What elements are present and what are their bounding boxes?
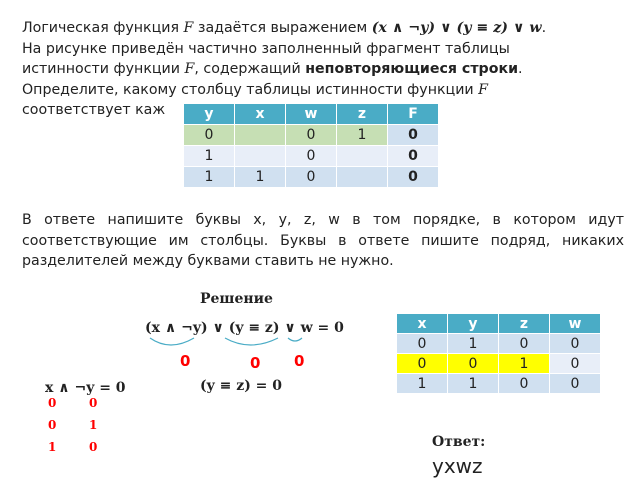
table-header-cell: x [235, 104, 286, 125]
table-cell: 0 [499, 374, 550, 394]
table-header-cell: F [388, 104, 439, 125]
table-row [397, 374, 601, 394]
solution-table [396, 313, 601, 394]
table-cell: 0 [397, 354, 448, 374]
list-item: 1 0 [48, 440, 98, 454]
zero-marker: 0 [180, 352, 191, 370]
problem-line-5: соответствует каж [22, 102, 166, 118]
function-name: F [183, 20, 194, 36]
problem-line-2: На рисунке приведён частично заполненный фрагмент таблицы [22, 40, 510, 57]
xy-equation: x ∧ ¬y = 0 [45, 380, 126, 396]
table-header-cell: y [184, 104, 235, 125]
table-cell: 0 [388, 146, 439, 167]
table-header-cell: x [397, 314, 448, 334]
problem-line-1: Логическая функция F задаётся выражением (x ∧ ¬y) ∨ (y ≡ z) ∨ w. [22, 20, 547, 36]
emphasis-unique-rows: неповторяющиеся строки [305, 61, 519, 77]
table-cell: 0 [499, 334, 550, 354]
table-cell: 0 [286, 125, 337, 146]
zero-marker: 0 [294, 352, 305, 370]
table-header-cell: y [448, 314, 499, 334]
table-header-cell: z [499, 314, 550, 334]
table-row [397, 334, 601, 354]
table-cell: 0 [550, 354, 601, 374]
table-cell: 1 [184, 167, 235, 188]
table-cell: 1 [397, 374, 448, 394]
table-cell: 1 [448, 334, 499, 354]
solution-formula: (x ∧ ¬y) ∨ (y ≡ z) ∨ w = 0 [145, 320, 344, 336]
table-cell: 0 [286, 146, 337, 167]
table-cell: 0 [388, 167, 439, 188]
table-cell: 1 [499, 354, 550, 374]
xy-values-list [48, 396, 108, 462]
table-cell: 0 [184, 125, 235, 146]
solution-title: Решение [200, 291, 273, 307]
answer-label: Ответ: [432, 434, 486, 450]
problem-line-4: Определите, какому столбцу таблицы истинности функции F [22, 81, 488, 98]
table-cell: 0 [388, 125, 439, 146]
table-cell: 0 [550, 374, 601, 394]
table-cell: 1 [448, 374, 499, 394]
table-header-cell: w [550, 314, 601, 334]
problem-line-3: истинности функции F, содержащий неповторяющиеся строки. [22, 61, 523, 77]
table-row [397, 354, 601, 374]
table-header-row [397, 314, 601, 334]
table-cell: 0 [397, 334, 448, 354]
table-header-cell: z [337, 104, 388, 125]
table-cell: 1 [184, 146, 235, 167]
table-cell: 0 [448, 354, 499, 374]
list-item: 0 1 [48, 418, 98, 432]
function-expression: (x ∧ ¬y) ∨ (y ≡ z) ∨ w [371, 20, 542, 36]
table-cell: 1 [235, 167, 286, 188]
list-item: 0 0 [48, 396, 98, 410]
answer-value: yxwz [432, 454, 483, 478]
zero-marker: 0 [250, 354, 261, 372]
table-cell: 1 [337, 125, 388, 146]
answer-instruction: В ответе напишите буквы x, y, z, w в том порядке, в котором идут соответствующие им столбцы. Буквы в ответе пишите подряд, никаких разделителей между буквами ставить не нужно. [22, 212, 624, 269]
yz-equation: (y ≡ z) = 0 [200, 378, 283, 394]
table-cell: 0 [550, 334, 601, 354]
table-header-cell: w [286, 104, 337, 125]
table-cell: 0 [286, 167, 337, 188]
